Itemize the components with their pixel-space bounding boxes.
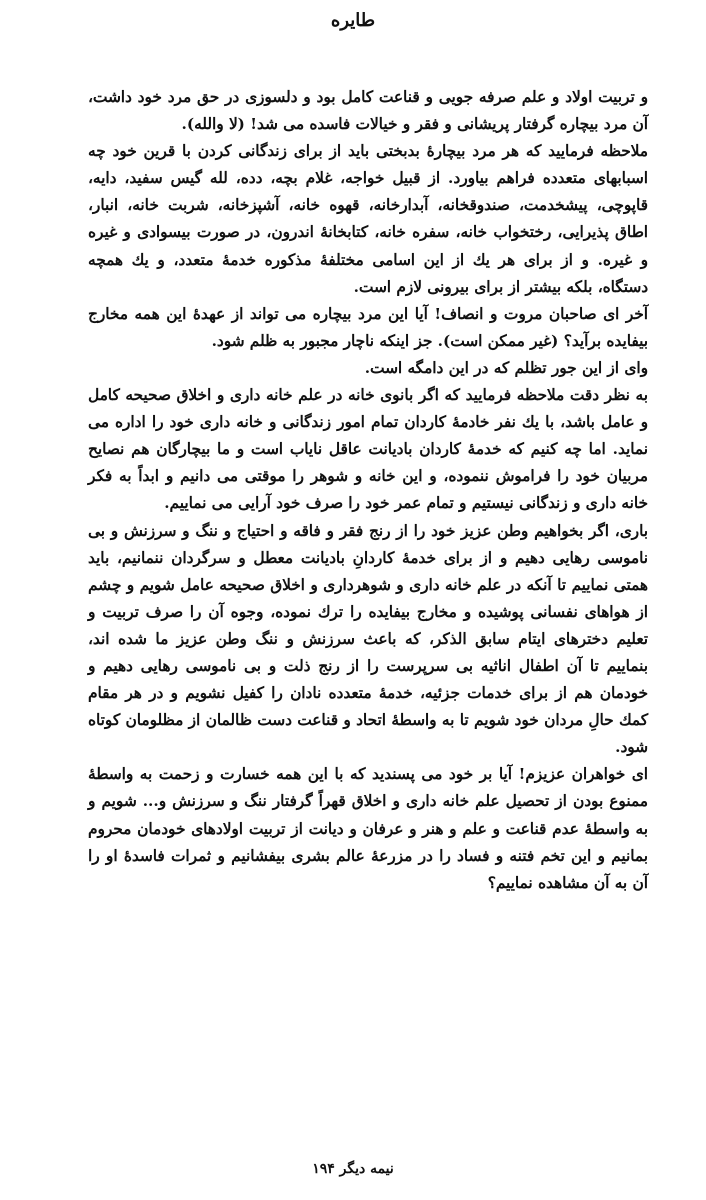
paragraph-2: ملاحظه فرمایید که هر مرد بیچارهٔ بدبختی باید از برای زندگانی کردن با قرین خود چه اسبابهای متعدده فراهم بیاورد. از قبیل خواجه، غلام بچه، دده، لله گیس سفید، دایه، قاپوچی، پیشخدمت، صندوقخانه، آبدارخانه، قهوه خانه، آشپزخانه، شربت خانه، انبار، اطاق پذیرایی، رختخواب خانه، سفره خانه، کتابخانهٔ اندرون، در صورت بیسوادی و غیره و غیره. و از برای هر یك از این اسامی مختلفهٔ مذکوره خدمهٔ متعدد، و یك همچه دستگاه، بلکه بیشتر از برای بیرونی لازم است.	[88, 142, 648, 296]
paragraph-4: وای از این جور تظلم که در این دامگه است.	[364, 358, 648, 377]
paragraph-1: و تربیت اولاد و علم صرفه جویی و قناعت کامل بود و دلسوزی در حق مرد خود داشت، آن مرد بیچاره گرفتار پریشانی و فقر و خیالات فاسده می شد! (لا والله).	[88, 88, 648, 134]
paragraph-5: به نظر دقت ملاحظه فرمایید که اگر بانوی خانه در علم خانه داری و اخلاق صحیحه کامل و عامل باشد، با یك نفر خادمهٔ کاردان تمام امور زندگانی و خانه داری خود را اداره می نماید. اما چه کنیم که خدمهٔ کاردان بادیانت عاقل نایاب است و ما بیچارگان هم نصایح مربیان خود را فراموش ننموده، و این خانه و شوهر را موقتی می دانیم و ابداً به فکر خانه داری و زندگانی نیستیم و تمام عمر خود را صرف خود آرایی می نماییم.	[88, 386, 648, 513]
page-footer: نیمه دیگر ۱۹۴	[312, 1161, 394, 1177]
article-body	[88, 84, 648, 897]
paragraph-7: ای خواهران عزیزم! آیا بر خود می پسندید که با این همه خسارت و زحمت به واسطهٔ ممنوع بودن از تحصیل علم خانه داری و اخلاق قهراً گرفتار ننگ و سرزنش و... شویم و به واسطهٔ عدم قناعت و علم و هنر و عرفان و دیانت از تربیت اولادهای خودمان محروم بمانیم و این تخم فتنه و فساد را در مزرعهٔ عالم بشری بیفشانیم و ثمرات فاسدهٔ او را آن به آن مشاهده نماییم؟	[88, 765, 648, 892]
paragraph-6: باری، اگر بخواهیم وطن عزیز خود را از رنج فقر و فاقه و احتیاج و ننگ و سرزنش و بی ناموسی رهایی دهیم و از برای خدمهٔ کاردانِ بادیانت معطل و سرگردان ننمانیم، باید همتی نماییم تا آنکه در علم خانه داری و شوهرداری و اخلاق صحیحه عامل شویم و چشم از هواهای نفسانی پوشیده و مخارج بیفایده را ترك نموده، وجوه آن را صرف تربیت و تعلیم دخترهای ایتام سابق الذکر، که باعث سرزنش و ننگ وطن عزیز ما شده اند، بنماییم تا آن اطفال اناثیه بی سرپرست را از رنج ذلت و بی ناموسی رهایی دهیم و خودمان هم از برای خدمات جزئیه، خدمهٔ متعدده نادان را کفیل نشویم و در هر مقام کمك حالِ مردان خود شویم تا به واسطهٔ اتحاد و قناعت دست ظالمان از مظلومان کوتاه شود.	[88, 521, 648, 757]
paragraph-3: آخر ای صاحبان مروت و انصاف! آیا این مرد بیچاره می تواند از عهدهٔ این همه مخارج بیفایده برآید؟ (غیر ممکن است). جز اینکه ناچار مجبور به ظلم شود.	[88, 304, 648, 350]
page-title: طایره	[330, 10, 376, 31]
